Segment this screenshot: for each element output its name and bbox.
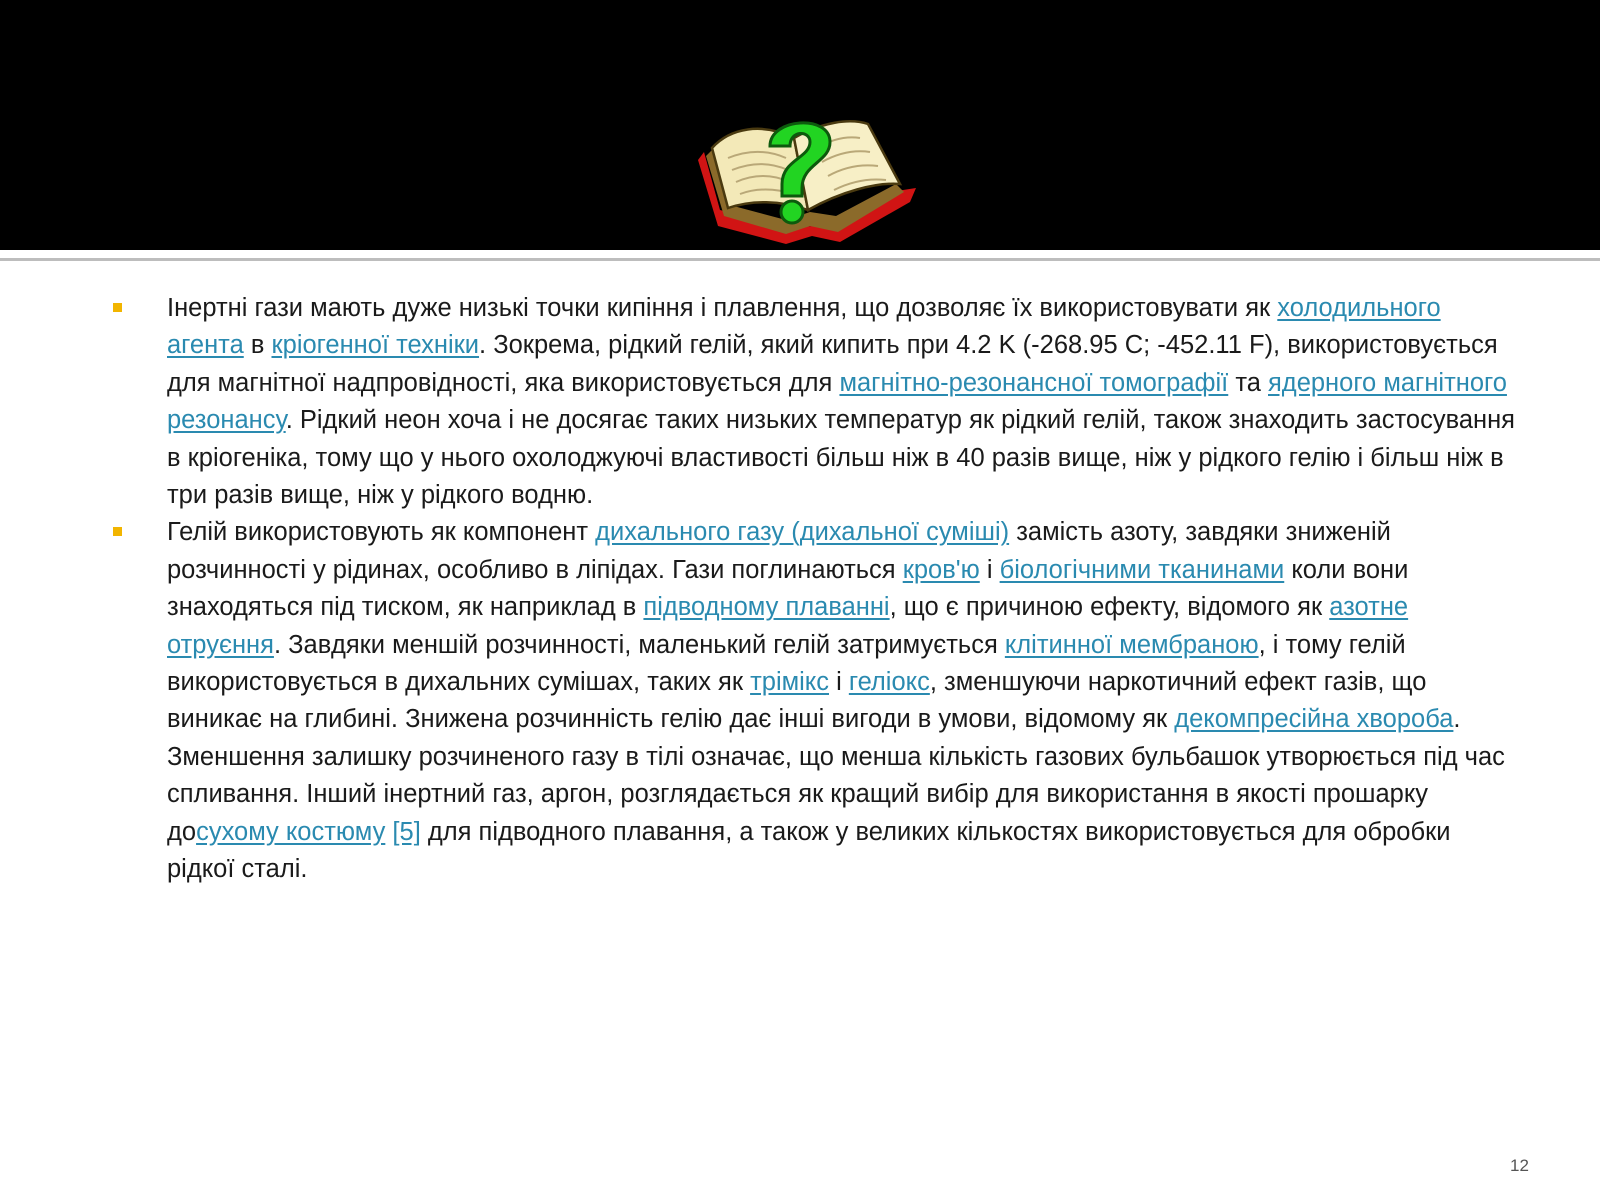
body-text: . Завдяки меншій розчинності, маленький гелій затримується (273, 630, 1005, 659)
body-text: , зменшуючи наркотичний ефект газів, що виникає на глибині. Знижена розчинність гелію дає інші вигоди в умови, відомому як (167, 668, 1427, 734)
bullet-square-icon (113, 303, 122, 312)
hyperlink[interactable]: геліокс (848, 668, 930, 697)
slide-content (112, 290, 1517, 889)
body-text: , і тому гелій використовується в дихальних сумішах, таких як (167, 630, 1406, 697)
hyperlink[interactable]: магнітно-резонансної томографії (839, 368, 1229, 397)
hyperlink[interactable]: трімікс (750, 668, 829, 697)
hyperlink[interactable]: холодильного агента (167, 294, 1441, 360)
body-text: . Зокрема, рідкий гелій, який кипить при 4.2 K (-268.95 C; -452.11 F), використовується для магнітної надпровідності, яка використовується для (167, 331, 1498, 397)
hyperlink[interactable]: клітинної мембраною (1004, 630, 1259, 659)
body-text: Інертні гази мають дуже низькі точки кипіння і плавлення, що дозволяє їх використовувати як (167, 294, 1278, 322)
header-divider (0, 258, 1600, 261)
hyperlink[interactable]: [5] (392, 817, 421, 846)
hyperlink[interactable]: кров'ю (902, 555, 980, 584)
body-text: і (979, 555, 1000, 584)
bullet-square-icon (113, 527, 122, 536)
open-book-question-mark-icon (690, 108, 930, 252)
bullet-item (112, 514, 1517, 888)
hyperlink[interactable]: підводному плаванні (643, 593, 890, 622)
slide-number: 12 (1510, 1156, 1529, 1175)
body-text: Гелій використовують як компонент (167, 518, 596, 547)
body-text: і (829, 668, 849, 697)
body-text: коли вони знаходяться під тиском, як наприклад в (167, 555, 1409, 622)
hyperlink[interactable]: азотне отруєння (167, 593, 1409, 659)
body-text: для підводного плавання, а також у великих кількостях використовується для обробки рідкої сталі. (167, 817, 1451, 884)
hyperlink[interactable]: сухому костюму (196, 817, 386, 846)
body-text: та (1228, 368, 1268, 397)
body-text: . Рідкий неон хоча і не досягає таких низьких температур як рідкий гелій, також знаходить застосування в кріогеніка, тому що у нього охолоджуючі властивості більш ніж в 40 разів вище, ніж у рідкого гелію і більш ніж в три разів вище, ніж у рідкого водню. (167, 406, 1515, 510)
body-text: замість азоту, завдяки зниженій розчинності у рідинах, особливо в ліпідах. Гази поглинаються (167, 518, 1391, 584)
body-text: в (243, 331, 272, 360)
hyperlink[interactable]: дихального газу (дихальної суміші) (595, 518, 1010, 547)
body-text: , що є причиною ефекту, відомого як (889, 593, 1330, 622)
hyperlink[interactable]: декомпресійна хвороба (1174, 705, 1454, 734)
hyperlink[interactable]: кріогенної техніки (271, 331, 480, 360)
hyperlink[interactable]: ядерного магнітного резонансу (167, 368, 1507, 435)
body-text: . Зменшення залишку розчиненого газу в тілі означає, що менша кількість газових бульбашок утворюється під час спливання. Інший інертний газ, аргон, розглядається як кращий вибір для використання в якості прошарку до (167, 705, 1505, 846)
bullet-item (112, 290, 1517, 514)
hyperlink[interactable]: біологічними тканинами (999, 555, 1285, 584)
